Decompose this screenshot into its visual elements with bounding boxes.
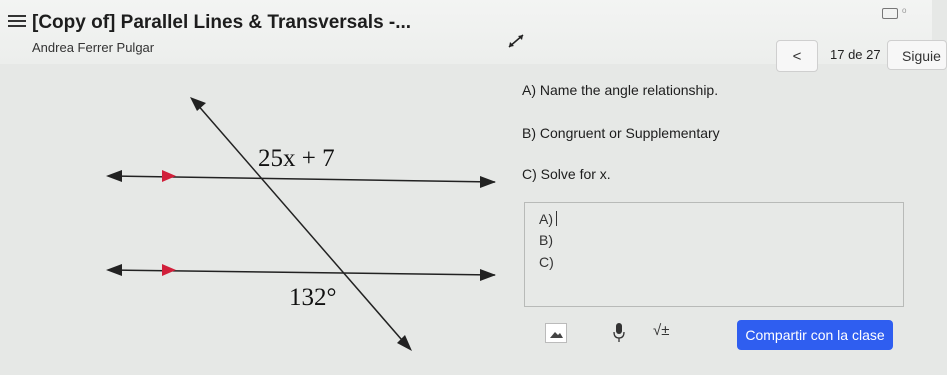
microphone-icon[interactable]: [612, 322, 626, 344]
next-page-button[interactable]: Siguie: [887, 40, 947, 70]
parallel-marker-top: [162, 170, 176, 182]
image-icon[interactable]: [545, 323, 567, 343]
question-b: B) Congruent or Supplementary: [522, 125, 720, 141]
answer-label-c: C): [539, 254, 554, 270]
question-a: A) Name the angle relationship.: [522, 82, 719, 98]
parallel-marker-bottom: [162, 264, 176, 276]
expand-icon[interactable]: [506, 33, 526, 49]
arrow-transversal-top: [190, 97, 206, 111]
share-with-class-button[interactable]: Compartir con la clase: [737, 320, 893, 350]
window-icon[interactable]: [882, 8, 898, 19]
menu-icon[interactable]: [8, 15, 26, 28]
answer-label-a: A): [539, 211, 553, 227]
angle-label-bottom: 132°: [289, 284, 337, 311]
author-name: Andrea Ferrer Pulgar: [32, 40, 155, 55]
question-c: C) Solve for x.: [522, 166, 611, 182]
arrow-right-top: [480, 176, 496, 188]
answer-input[interactable]: [524, 202, 904, 307]
parallel-lines-figure: [0, 80, 510, 355]
text-cursor: [556, 211, 557, 226]
arrow-right-bottom: [480, 269, 496, 281]
answer-line-a: [539, 211, 557, 227]
window-label: o: [902, 6, 907, 15]
answer-label-b: B): [539, 232, 553, 248]
page-counter: 17 de 27: [830, 47, 881, 62]
assignment-title: [Copy of] Parallel Lines & Transversals -...: [32, 12, 412, 33]
math-symbol-icon[interactable]: √±: [653, 322, 670, 339]
angle-label-top: 25x + 7: [258, 145, 335, 172]
arrow-left-top: [106, 170, 122, 182]
previous-page-button[interactable]: <: [776, 40, 818, 72]
arrow-left-bottom: [106, 264, 122, 276]
